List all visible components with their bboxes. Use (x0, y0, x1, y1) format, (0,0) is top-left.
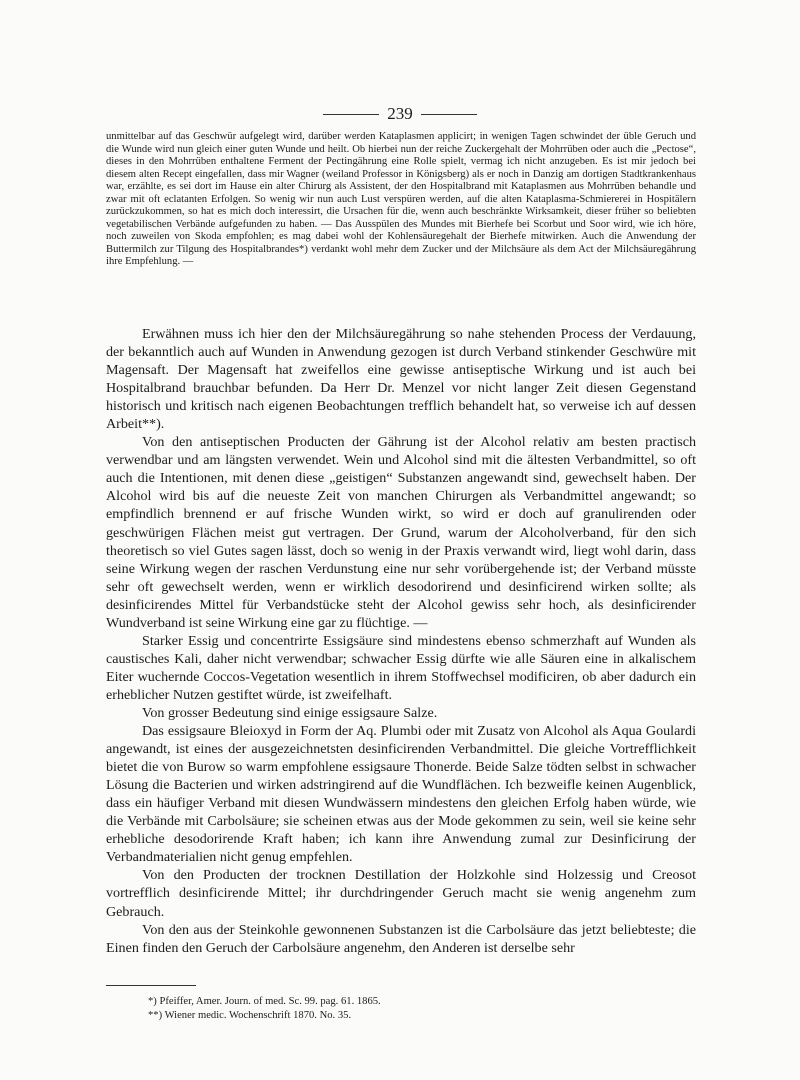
paragraph-essigsaeure: Starker Essig und concentrirte Essigsäure sind mindestens ebenso schmerzhaft auf Wunden als caustisches Kali, daher nicht verwendbar; schwacher Essig dürfte wie alle Säuren eine in alkalischem Eiter wuchernde Coccos-Vegetation wesentlich in ihrem Stoffwechsel modificiren, ob aber dadurch ein erheblicher Nutzen gestiftet würde, ist zweifelhaft. (106, 632, 696, 703)
page-number: 239 (387, 104, 413, 123)
footnotes (148, 995, 668, 1023)
footnote-2: **) Wiener medic. Wochenschrift 1870. No. 35. (148, 1010, 352, 1021)
paragraph-verdauung: Erwähnen muss ich hier den der Milchsäuregährung so nahe stehenden Process der Verdauung, der bekanntlich auch auf Wunden in Anwendung gezogen ist durch Verband stinkender Geschwüre mit Magensaft. Der Magensaft hat zweifellos eine gewisse antiseptische Wirkung und ist auch bei Hospitalbrand brauchbar befunden. Da Herr Dr. Menzel vor nicht langer Zeit diesen Gegenstand historisch und kritisch nach eigenen Beobachtungen trefflich behandelt hat, so verweise ich auf dessen Arbeit**). (106, 326, 696, 433)
footnote-rule (106, 985, 196, 986)
header-rule-left (323, 114, 379, 115)
paragraph-bleioxyd: Das essigsaure Bleioxyd in Form der Aq. Plumbi oder mit Zusatz von Alcohol als Aqua Goulardi angewandt, ist eines der ausgezeichnetsten desinficirenden Verbandmittel. Die gleiche Vortrefflichkeit bietet die von Burow so warm empfohlene essigsaure Thonerde. Beide Salze tödten selbst in schwacher Lösung die Bacterien und wirken adstringirend auf die Wundflächen. Ich bezweifle keinen Augenblick, dass ein häufiger Verband mit diesen Wundwässern mindestens den gleichen Erfolg haben würde, wie die Verbände mit Carbolsäure; sie scheinen etwas aus der Mode gekommen zu sein, weil sie keine sehr erhebliche desodorirende Kraft haben; ich kann ihre Anwendung zumal zur Desinficirung der Verbandmaterialien nicht genug empfehlen. (106, 723, 696, 866)
page-header (0, 104, 800, 124)
main-text (106, 325, 696, 957)
header-rule-right (421, 114, 477, 115)
paragraph-salze: Von grosser Bedeutung sind einige essigsaure Salze. (142, 704, 438, 721)
paragraph-holzessig: Von den Producten der trocknen Destillation der Holzkohle sind Holzessig und Creosot vortrefflich desinficirende Mittel; ihr durchdringender Geruch macht sie wenig angenehm zum Gebrauch. (106, 867, 696, 920)
paragraph-carbolsaeure: Von den aus der Steinkohle gewonnenen Substanzen ist die Carbolsäure das jetzt beliebteste; die Einen finden den Geruch der Carbolsäure angenehm, den Anderen ist derselbe sehr (106, 921, 696, 956)
footnote-1: *) Pfeiffer, Amer. Journ. of med. Sc. 99. pag. 61. 1865. (148, 996, 381, 1007)
continued-footnote-text: unmittelbar auf das Geschwür aufgelegt wird, darüber werden Kataplasmen applicirt; in wenigen Tagen schwindet der üble Geruch und die Wunde wird nun gleich einer guten Wunde und heilt. Ob hierbei nun der reiche Zuckergehalt der Mohrrüben oder auch die „Pectose“, dieses in den Mohrrüben enthaltene Ferment der Pectingährung eine Rolle spielt, vermag ich nicht anzugeben. Es ist mir jedoch bei diesem alten Recept eingefallen, dass mir Wagner (weiland Professor in Königsberg) als er noch in Danzig am dortigen Stadtkrankenhaus war, erzählte, es sei dort im Hause ein alter Chirurg als Assistent, der den Hospitalbrand mit Kataplasmen aus Mohrrüben behandle und zwar mit oft eclatanten Erfolgen. So wenig wir nun auch Lust verspüren werden, auf die alten Kataplasma-Schmiererei in Hospitälern zurückzukommen, so hat es mich doch interessirt, die Ursachen für die, wenn auch beschränkte Wirksamkeit, dieser früher so beliebten vegetabilischen Verbände aufgefunden zu haben. — Das Ausspülen des Mundes mit Bierhefe bei Scorbut und Soor wird, wie ich höre, noch zuweilen von Skoda empfohlen; es mag dabei wohl der Kohlensäuregehalt der Bierhefe mitwirken. Auch die Anwendung der Buttermilch zur Tilgung des Hospitalbrandes*) verdankt wohl mehr dem Zucker und der Milchsäure als dem Act der Milchsäuregährung ihre Empfehlung. — (106, 131, 696, 267)
paragraph-alcohol: Von den antiseptischen Producten der Gährung ist der Alcohol relativ am besten practisch verwendbar und am längsten verwendet. Wein und Alcohol sind mit die ältesten Verbandmittel, so oft auch die Intentionen, mit denen diese „geistigen“ Substanzen angewandt sind, gewechselt haben. Der Alcohol wird bis auf die neueste Zeit von manchen Chirurgen als Verbandmittel angewandt; so empfindlich brennend er auf frische Wunden wirkt, so wird er doch auf granulirenden oder geschwürigen Flächen meist gut vertragen. Der Grund, warum der Alcoholverband, für den sich theoretisch so viel Gutes sagen lässt, doch so wenig in der Praxis verwandt wird, liegt wohl darin, dass seine Wirkung wegen der raschen Verdunstung eine nur sehr vorübergehende ist; der Verband müsste sehr oft gewechselt werden, wenn er wirklich desodorirend und desinficirend wirken sollte; als desinficirendes Mittel für Verbandstücke steht der Alcohol gewiss sehr hoch, als desinficirender Wundverband ist seine Wirkung eine gar zu flüchtige. — (106, 434, 696, 631)
